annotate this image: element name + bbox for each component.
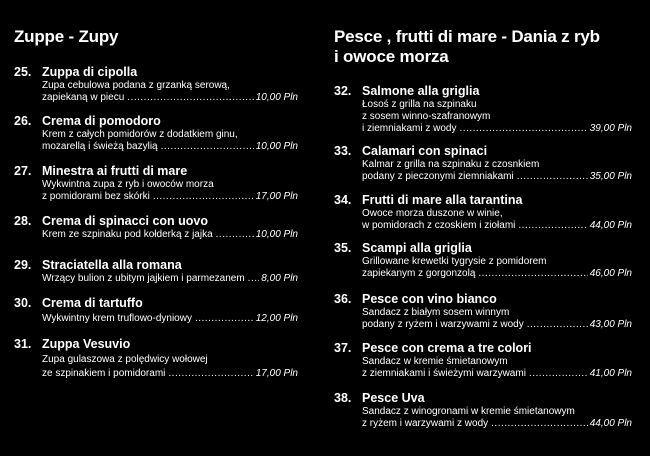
dot-leader [459,123,587,135]
item-price: 43,00 Pln [589,319,632,330]
item-description: Sandacz w kremie śmietanowym [362,356,508,367]
dot-leader [153,191,254,203]
item-name: Zuppa di cipolla [42,65,138,79]
item-number: 36. [334,292,352,306]
dot-leader [195,313,254,325]
item-number: 35. [334,241,352,255]
soups-heading: Zuppe - Zupy [14,27,119,46]
item-description: Łosoś z grilla na szpinaku [362,99,477,110]
item-description: Wykwintna zupa z ryb i owoców morza [42,179,214,190]
menu-item-29 [14,258,298,285]
dot-leader [216,229,254,241]
menu-item-31 [14,337,298,380]
fish-heading [334,27,600,67]
item-description: z ryżem i warzywami z wody [362,418,489,429]
item-description: mozarellą i świeżą bazylią [42,141,158,152]
item-description: ze szpinakiem i pomidorami [42,368,166,379]
item-price: 10,00 Pln [255,92,298,103]
menu-item-35 [334,241,632,280]
dot-leader [527,319,588,331]
item-number: 34. [334,193,352,207]
dot-leader [168,368,253,380]
dot-leader [161,141,254,153]
menu-item-36 [334,292,632,331]
item-number: 32. [334,84,352,98]
item-description: Zupa cebulowa podana z grzanką serową, [42,80,230,91]
dot-leader [248,273,260,285]
menu-item-25 [14,65,298,104]
item-number: 33. [334,144,352,158]
item-number: 27. [14,164,32,178]
item-description: Zupa gulaszowa z polędwicy wołowej [42,354,208,365]
item-description: z ziemniakami i świeżymi warzywami [362,368,526,379]
fish-heading-line-2: i owoce morza [334,47,449,66]
item-description: podany z ryżem i warzywami z wody [362,319,524,330]
item-description: zapiekaną w piecu [42,92,125,103]
item-price: 39,00 Pln [589,123,632,134]
menu-item-38 [334,391,632,430]
item-number: 29. [14,258,32,272]
item-number: 31. [14,337,32,351]
dot-leader [127,92,253,104]
dot-leader [478,268,587,280]
item-description: Wykwintny krem truflowo-dyniowy [42,313,192,324]
item-description: Owoce morza duszone w winie, [362,208,503,219]
menu-item-37 [334,341,632,380]
dot-leader [517,171,588,183]
item-number: 25. [14,65,32,79]
item-description: zapiekanym z gorgonzolą [362,268,476,279]
item-description: i ziemniakami z wody [362,123,457,134]
item-name: Minestra ai frutti di mare [42,164,188,178]
menu-item-30 [14,296,298,325]
item-price: 10,00 Pln [255,229,298,240]
item-name: Crema di spinacci con uovo [42,214,209,228]
item-name: Crema di tartuffo [42,296,143,310]
item-price: 35,00 Pln [589,171,632,182]
item-price: 44,00 Pln [589,220,632,231]
menu-item-27 [14,164,298,203]
item-description: w pomidorach z czoskiem i ziołami [362,220,516,231]
item-price: 46,00 Pln [589,268,632,279]
item-description: Krem ze szpinaku pod kołderką z jajka [42,229,213,240]
item-name: Scampi alla griglia [362,241,472,255]
item-price: 10,00 Pln [255,141,298,152]
menu-item-28 [14,214,298,241]
item-description: Wrzący bulion z ubitym jajkiem i parmezanem [42,273,245,284]
item-name: Pesce Uva [362,391,425,405]
item-price: 44,00 Pln [589,418,632,429]
item-name: Frutti di mare alla tarantina [362,193,523,207]
item-number: 30. [14,296,32,310]
item-description: podany z pieczonymi ziemniakami [362,171,514,182]
item-price: 12,00 Pln [255,313,298,324]
menu-item-26 [14,114,298,153]
item-description: z pomidorami bez skórki [42,191,150,202]
item-price: 8,00 Pln [261,273,298,284]
item-number: 38. [334,391,352,405]
item-number: 26. [14,114,32,128]
item-description: Sandacz z winogronami w kremie śmietanowym [362,406,575,417]
item-name: Crema di pomodoro [42,114,161,128]
item-description: Sandacz z białym sosem winnym [362,307,510,318]
item-name: Salmone alla griglia [362,84,480,98]
item-description: Grillowane krewetki tygrysie z pomidorem [362,256,547,267]
dot-leader [529,368,588,380]
item-description: z sosem winno-szafranowym [362,111,491,122]
item-price: 17,00 Pln [255,191,298,202]
item-name: Pesce con crema a tre colori [362,341,532,355]
item-description: Krem z całych pomidorów z dodatkiem ginu, [42,129,238,140]
item-number: 28. [14,214,32,228]
item-number: 37. [334,341,352,355]
menu-item-33 [334,144,632,183]
item-name: Straciatella alla romana [42,258,182,272]
item-name: Zuppa Vesuvio [42,337,131,351]
fish-heading-line-1: Pesce , frutti di mare - Dania z ryb [334,27,600,46]
item-price: 41,00 Pln [589,368,632,379]
dot-leader [518,220,587,232]
item-name: Pesce con vino bianco [362,292,497,306]
menu-item-34 [334,193,632,232]
item-name: Calamari con spinaci [362,144,488,158]
menu-item-32 [334,84,632,135]
dot-leader [491,418,588,430]
item-price: 17,00 Pln [255,368,298,379]
item-description: Kalmar z grilla na szpinaku z czosnkiem [362,159,540,170]
